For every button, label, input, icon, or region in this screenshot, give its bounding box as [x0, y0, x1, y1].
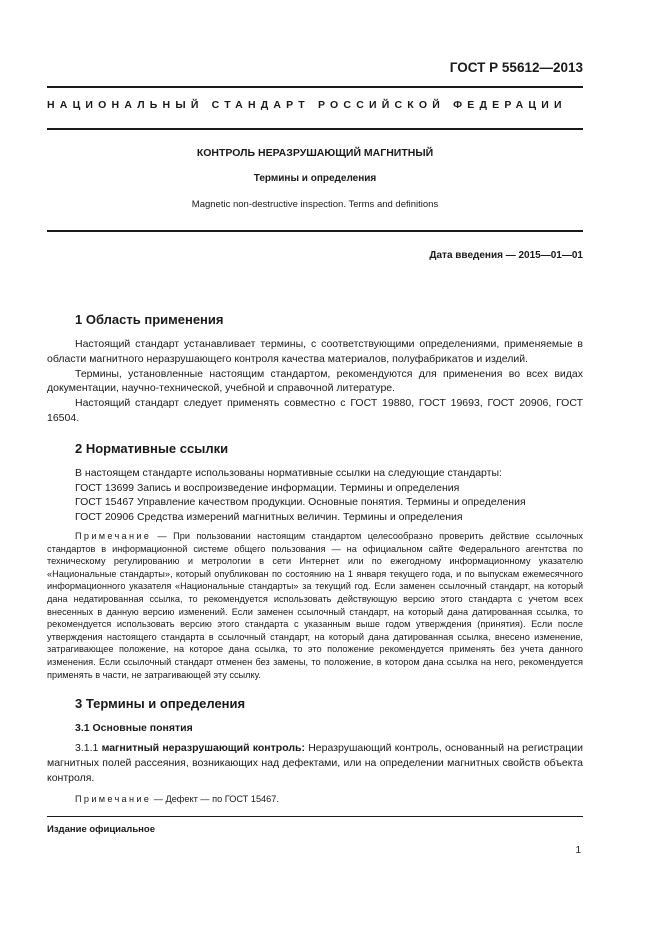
term-entry — [47, 741, 583, 785]
document-subtitle: Термины и определения — [253, 173, 377, 184]
national-standard-banner: НАЦИОНАЛЬНЫЙ СТАНДАРТ РОССИЙСКОЙ ФЕДЕРАЦИИ — [47, 99, 567, 111]
term-definition: Неразрушающий контроль, основанный на регистрации магнитных полей рассеяния, возникающих над дефектами, или на определении магнитных свойств объекта контроля. — [47, 742, 583, 784]
section-3-note — [47, 793, 583, 806]
term-number: 3.1.1 — [75, 742, 99, 755]
normative-reference: ГОСТ 20906 Средства измерений магнитных величин. Термины и определения — [75, 511, 463, 524]
note-label: Примечание — [75, 530, 152, 541]
section-1-paragraph-1: Настоящий стандарт устанавливает термины, с соответствующими определениями, применяемые в области магнитного неразрушающего контроля качества материалов, полуфабрикатов и изделий. — [47, 338, 583, 365]
note-label: Примечание — [75, 794, 152, 805]
banner-rule — [47, 128, 583, 130]
official-edition-label: Издание официальное — [47, 824, 155, 835]
section-1-paragraph-3: Настоящий стандарт следует применять совместно с ГОСТ 19880, ГОСТ 19693, ГОСТ 20906, ГОСТ 16504. — [47, 397, 583, 424]
main-content — [47, 312, 583, 806]
english-title: Magnetic non-destructive inspection. Terms and definitions — [191, 199, 439, 210]
section-2-heading: 2 Нормативные ссылки — [75, 440, 229, 456]
normative-reference: ГОСТ 15467 Управление качеством продукции. Основные понятия. Термины и определения — [75, 496, 526, 509]
document-code: ГОСТ Р 55612—2013 — [449, 60, 583, 75]
title-rule — [47, 230, 583, 232]
note-text: — Дефект — по ГОСТ 15467. — [151, 794, 279, 805]
footer-rule — [47, 816, 583, 817]
page-number: 1 — [575, 845, 581, 856]
section-2-note — [47, 530, 583, 681]
header-rule — [47, 86, 583, 88]
document-title: КОНТРОЛЬ НЕРАЗРУШАЮЩИЙ МАГНИТНЫЙ — [196, 147, 434, 159]
section-3-heading: 3 Термины и определения — [75, 696, 246, 712]
section-1-heading: 1 Область применения — [75, 312, 224, 327]
section-2-intro: В настоящем стандарте использованы нормативные ссылки на следующие стандарты: — [75, 466, 502, 479]
introduction-date: Дата введения — 2015—01—01 — [429, 250, 583, 261]
section-1-paragraph-2: Термины, установленные настоящим стандартом, рекомендуются для применения во всех видах документации, научно-технической, учебной и справочной литературе. — [47, 367, 583, 395]
normative-reference: ГОСТ 13699 Запись и воспроизведение информации. Термины и определения — [75, 481, 460, 494]
subsection-3-1-heading: 3.1 Основные понятия — [75, 722, 193, 735]
term-name: магнитный неразрушающий контроль: — [101, 742, 305, 755]
note-text: — При пользовании настоящим стандартом целесообразно проверить действие ссылочных стандартов в информационной системе общего пользования — на официальном сайте Федерального агентства по техническому регулированию и метрологии в сети Интернет или по ежегодному информационному указателю «Национальные стандарты», который опубликован по состоянию на 1 января текущего года, и по выпускам ежемесячного информационного указателя «Национальные стандарты» за текущий год. Если заменен ссылочный стандарт, на который дана недатированная ссылка, то рекомендуется использовать действующую версию этого стандарта с учетом всех внесенных в данную версию изменений. Если заменен ссылочный стандарт, на который дана датированная ссылка, то рекомендуется использовать версию этого стандарта с указанным выше годом утверждения (принятия). Если после утверждения настоящего стандарта в ссылочный стандарт, на который дана датированная ссылка, внесено изменение, затрагивающее положение, на которое дана ссылка, то это положение рекомендуется применять без учета данного изменения. Если ссылочный стандарт отменен без замены, то положение, в котором дана ссылка на него, рекомендуется применять в части, не затрагивающей эту ссылку. — [47, 530, 583, 680]
